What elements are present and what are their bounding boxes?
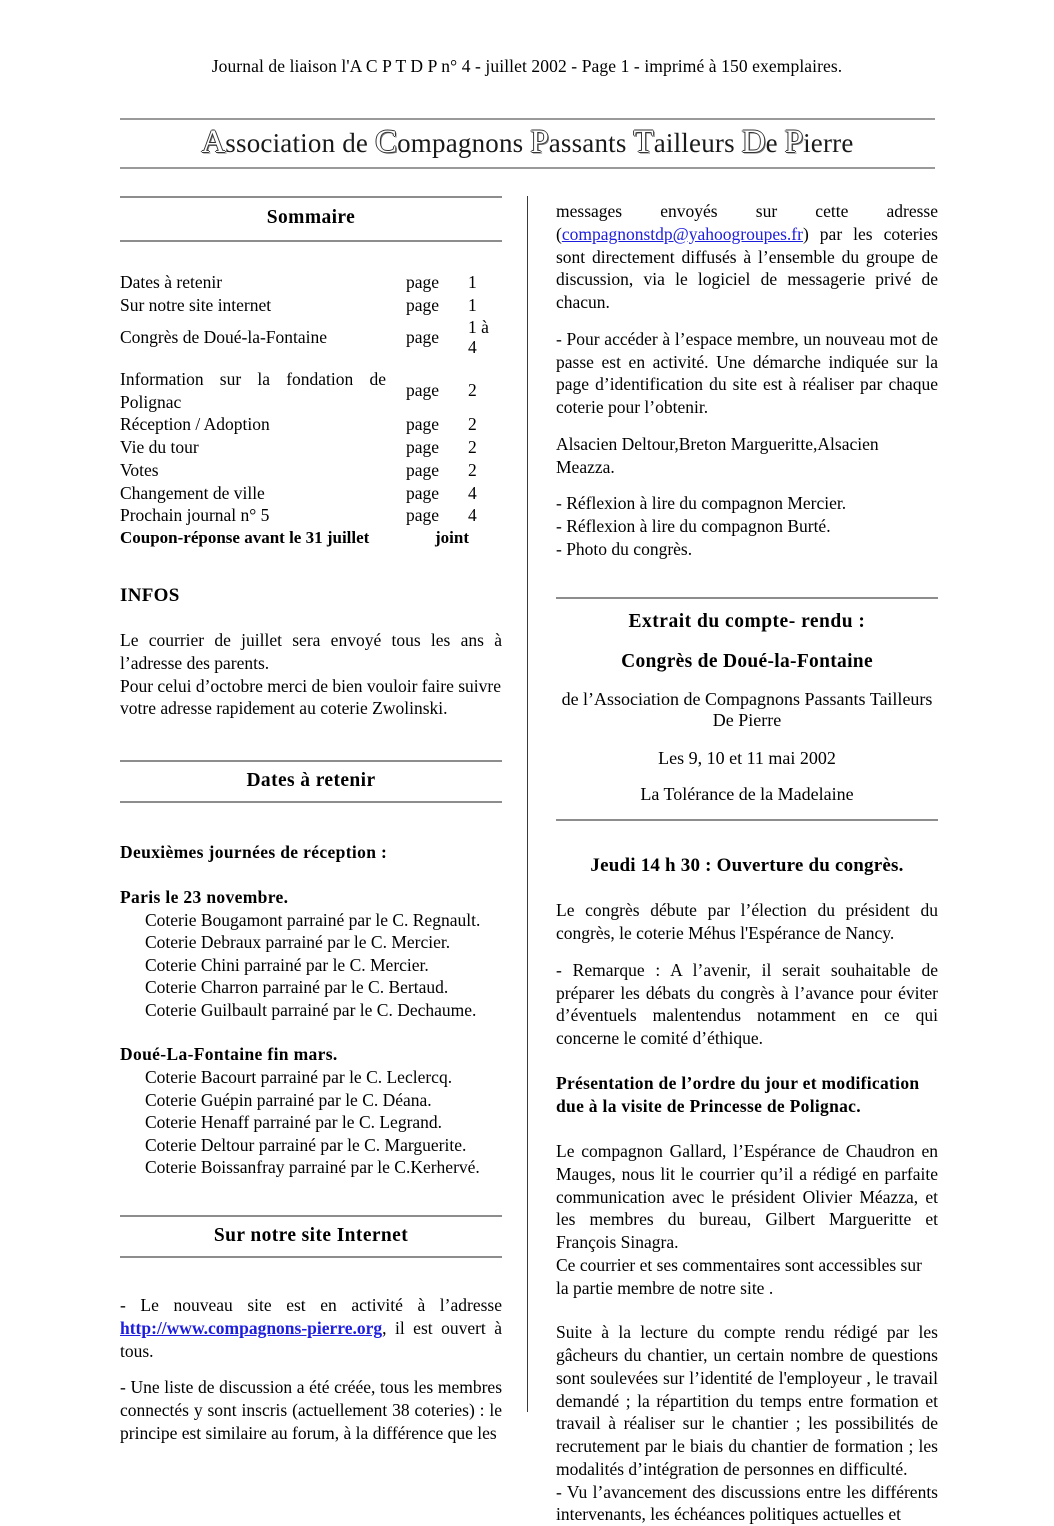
table-row xyxy=(120,368,502,414)
table-row xyxy=(120,271,502,294)
list-item: Coterie Henaff parrainé par le C. Legrand. xyxy=(145,1112,443,1133)
masthead-cap-t: T xyxy=(633,124,654,160)
toc-item-label: Changement de ville xyxy=(120,482,265,503)
infos-paragraph-2: Pour celui d’octobre merci de bien vouloir faire suivre votre adresse rapidement au coterie Zwolinski. xyxy=(120,675,501,719)
masthead-word-de: e xyxy=(765,128,785,158)
toc-item-label: Information sur la fondation de Polignac xyxy=(120,368,386,412)
site-para1-after: , il est ouvert à tous. xyxy=(120,1317,502,1361)
column-divider xyxy=(527,196,528,1412)
toc-page-label: page xyxy=(406,459,440,480)
toc-page-label: page xyxy=(406,272,440,292)
masthead-word-tailleurs: ailleurs xyxy=(653,128,742,158)
right-column xyxy=(556,200,938,1526)
list-item: Coterie Guilbault parrainé par le C. Dechaume. xyxy=(145,999,477,1020)
heading-infos: INFOS xyxy=(120,585,180,607)
cont-before-link: messages envoyés sur cette adresse ( xyxy=(556,201,938,244)
extrait-line-3: de l’Association de Compagnons Passants Tailleurs De Pierre xyxy=(561,688,933,731)
masthead xyxy=(120,118,935,169)
dates-group-title-paris: Paris le 23 novembre. xyxy=(120,886,289,907)
gallard-paragraph: Le compagnon Gallard, l’Espérance de Chaudron en Mauges, nous lit le courrier qu’il a rédigé en parfaite communication avec le président Olivier Méazza, et les membres du bureau, Gilbert Margueritte et François Sinagra. xyxy=(556,1141,938,1253)
toc-page-number: 4 xyxy=(468,505,477,526)
list-item: Coterie Deltour parrainé par le C. Marguerite. xyxy=(145,1134,467,1155)
suite-paragraph: Suite à la lecture du compte rendu rédigé par les gâcheurs du chantier, un certain nombre de questions sont soulevées sur l’identité de l'employeur , le travail demandé ; la répartition du temps entre formation et travail à réaliser sur le chantier ; les possibilités de recrutement par le biais du chantier de formation ; les modalités d’intégration de personnes en difficulté. xyxy=(556,1322,938,1479)
section-heading-sommaire: Sommaire xyxy=(120,196,502,242)
toc-page-number: 2 xyxy=(468,414,477,435)
toc-page-label: page xyxy=(406,414,440,435)
masthead-word-pierre: ierre xyxy=(803,128,854,158)
toc-item-label: Congrès de Doué-la-Fontaine xyxy=(120,326,328,347)
vu-paragraph: - Vu l’avancement des discussions entre les différents intervenants, les échéances politiques actuelles et xyxy=(556,1481,938,1525)
list-item: Coterie Boissanfray parrainé par le C.Kerhervé. xyxy=(145,1157,480,1178)
toc-page-label: page xyxy=(406,326,440,347)
coterie-list-paris xyxy=(120,909,502,1022)
toc-item-label: Réception / Adoption xyxy=(120,414,270,435)
toc-page-number: 1 xyxy=(468,272,477,292)
running-head: Journal de liaison l'A C P T D P n° 4 - juillet 2002 - Page 1 - imprimé à 150 exemplaires. xyxy=(211,56,843,76)
table-row xyxy=(120,413,502,436)
bullet-item: - Photo du congrès. xyxy=(556,538,693,559)
bullet-item: - Réflexion à lire du compagnon Mercier. xyxy=(556,493,847,514)
infos-paragraph-1: Le courrier de juillet sera envoyé tous les ans à l’adresse des parents. xyxy=(120,630,502,673)
extrait-header-block xyxy=(556,597,938,822)
toc-page-label: page xyxy=(406,380,440,401)
table-spacer xyxy=(120,358,502,368)
masthead-word-compagnons: ompagnons xyxy=(397,128,531,158)
site-paragraph-2: - Une liste de discussion a été créée, tous les membres connectés y sont inscris (actuellement 38 coteries) : le principe est similaire au forum, à la différence que les xyxy=(120,1377,502,1443)
bullet-item: - Réflexion à lire du compagnon Burté. xyxy=(556,516,831,536)
list-item: Coterie Chini parrainé par le C. Mercier. xyxy=(145,954,429,975)
masthead-word-association: ssociation de xyxy=(225,128,376,158)
table-row-coupon xyxy=(120,527,502,549)
email-link[interactable]: compagnonstdp@yahoogroupes.fr xyxy=(561,223,803,244)
toc-item-label: Sur notre site internet xyxy=(120,294,272,315)
toc-coupon-label: Coupon-réponse avant le 31 juillet xyxy=(120,528,370,548)
toc-coupon-value: joint xyxy=(435,528,469,548)
masthead-cap-p1: P xyxy=(530,124,549,160)
courrier-paragraph: Ce courrier et ses commentaires sont accessibles sur la partie membre de notre site . xyxy=(556,1254,922,1298)
dates-lead: Deuxièmes journées de réception : xyxy=(120,842,388,863)
extrait-line-2: Congrès de Doué-la-Fontaine xyxy=(621,650,873,672)
remarque-paragraph: - Remarque : A l’avenir, il serait souhaitable de préparer les débats du congrès à l’avance pour éviter d’éventuels malentendus notamment en ce qui concerne le comité d’éthique. xyxy=(556,959,938,1049)
toc-item-label: Prochain journal n° 5 xyxy=(120,505,270,526)
list-item: Coterie Debraux parrainé par le C. Mercier. xyxy=(145,932,451,953)
coterie-list-doue xyxy=(120,1066,502,1179)
table-row xyxy=(120,482,502,505)
toc-page-label: page xyxy=(406,437,440,458)
masthead-cap-p2: P xyxy=(784,124,804,160)
toc-page-number: 2 xyxy=(468,437,477,458)
toc-item-label: Vie du tour xyxy=(120,437,199,458)
table-row xyxy=(120,317,502,358)
toc-page-number: 2 xyxy=(468,380,477,401)
list-item: Coterie Bougamont parrainé par le C. Regnault. xyxy=(145,909,481,930)
toc-page-number: 2 xyxy=(468,459,477,480)
sommaire-table xyxy=(120,271,502,549)
extrait-line-1: Extrait du compte- rendu : xyxy=(628,610,866,632)
toc-page-number: 1 à 4 xyxy=(468,316,489,358)
list-item: Coterie Charron parrainé par le C. Bertaud. xyxy=(145,977,449,998)
toc-page-number: 4 xyxy=(468,482,477,503)
masthead-cap-a: A xyxy=(201,124,226,160)
toc-page-number: 1 xyxy=(468,294,477,315)
signataires-line: Alsacien Deltour,Breton Margueritte,Alsacien Meazza. xyxy=(556,433,879,477)
toc-page-label: page xyxy=(406,505,440,526)
toc-page-label: page xyxy=(406,482,440,503)
toc-page-label: page xyxy=(406,294,440,315)
website-link[interactable]: http://www.compagnons-pierre.org xyxy=(120,1317,383,1338)
dates-group-title-doue: Doué-La-Fontaine fin mars. xyxy=(120,1044,338,1065)
continued-paragraph xyxy=(556,200,938,314)
extrait-line-4: Les 9, 10 et 11 mai 2002 xyxy=(658,748,836,769)
toc-item-label: Dates à retenir xyxy=(120,272,223,292)
presentation-heading: Présentation de l’ordre du jour et modification due à la visite de Princesse de Polignac. xyxy=(556,1072,920,1116)
toc-item-label: Votes xyxy=(120,459,159,480)
masthead-cap-c: C xyxy=(375,124,398,160)
table-row xyxy=(120,294,502,317)
extrait-line-5: La Tolérance de la Madelaine xyxy=(640,784,854,805)
masthead-cap-d: D xyxy=(741,124,766,160)
table-row xyxy=(120,459,502,482)
section-heading-site-internet: Sur notre site Internet xyxy=(120,1215,502,1258)
section-heading-dates: Dates à retenir xyxy=(120,760,502,803)
cont-after-link: ) par les coteries sont directement diffusés à l’ensemble du groupe de discussion, via le logiciel de messagerie privé de chacun. xyxy=(556,223,938,312)
masthead-title xyxy=(120,125,935,160)
list-item: Coterie Guépin parrainé par le C. Déana. xyxy=(145,1089,432,1110)
table-row xyxy=(120,504,502,527)
list-item: Coterie Bacourt parrainé par le C. Leclercq. xyxy=(145,1067,453,1088)
election-paragraph: Le congrès débute par l’élection du président du congrès, le coterie Méhus l'Espérance de Nancy. xyxy=(556,900,938,944)
masthead-word-passants: assants xyxy=(548,128,634,158)
espace-membre-paragraph: - Pour accéder à l’espace membre, un nouveau mot de passe est en activité. Une démarche indiquée sur la page d’identification du site est à réaliser par chaque coterie pour l’obtenir. xyxy=(556,328,938,417)
jeudi-heading: Jeudi 14 h 30 : Ouverture du congrès. xyxy=(590,855,904,877)
left-column xyxy=(120,196,502,1445)
site-para1-before: - Le nouveau site est en activité à l’adresse xyxy=(120,1295,502,1315)
site-paragraph-1 xyxy=(120,1294,502,1362)
table-row xyxy=(120,436,502,459)
